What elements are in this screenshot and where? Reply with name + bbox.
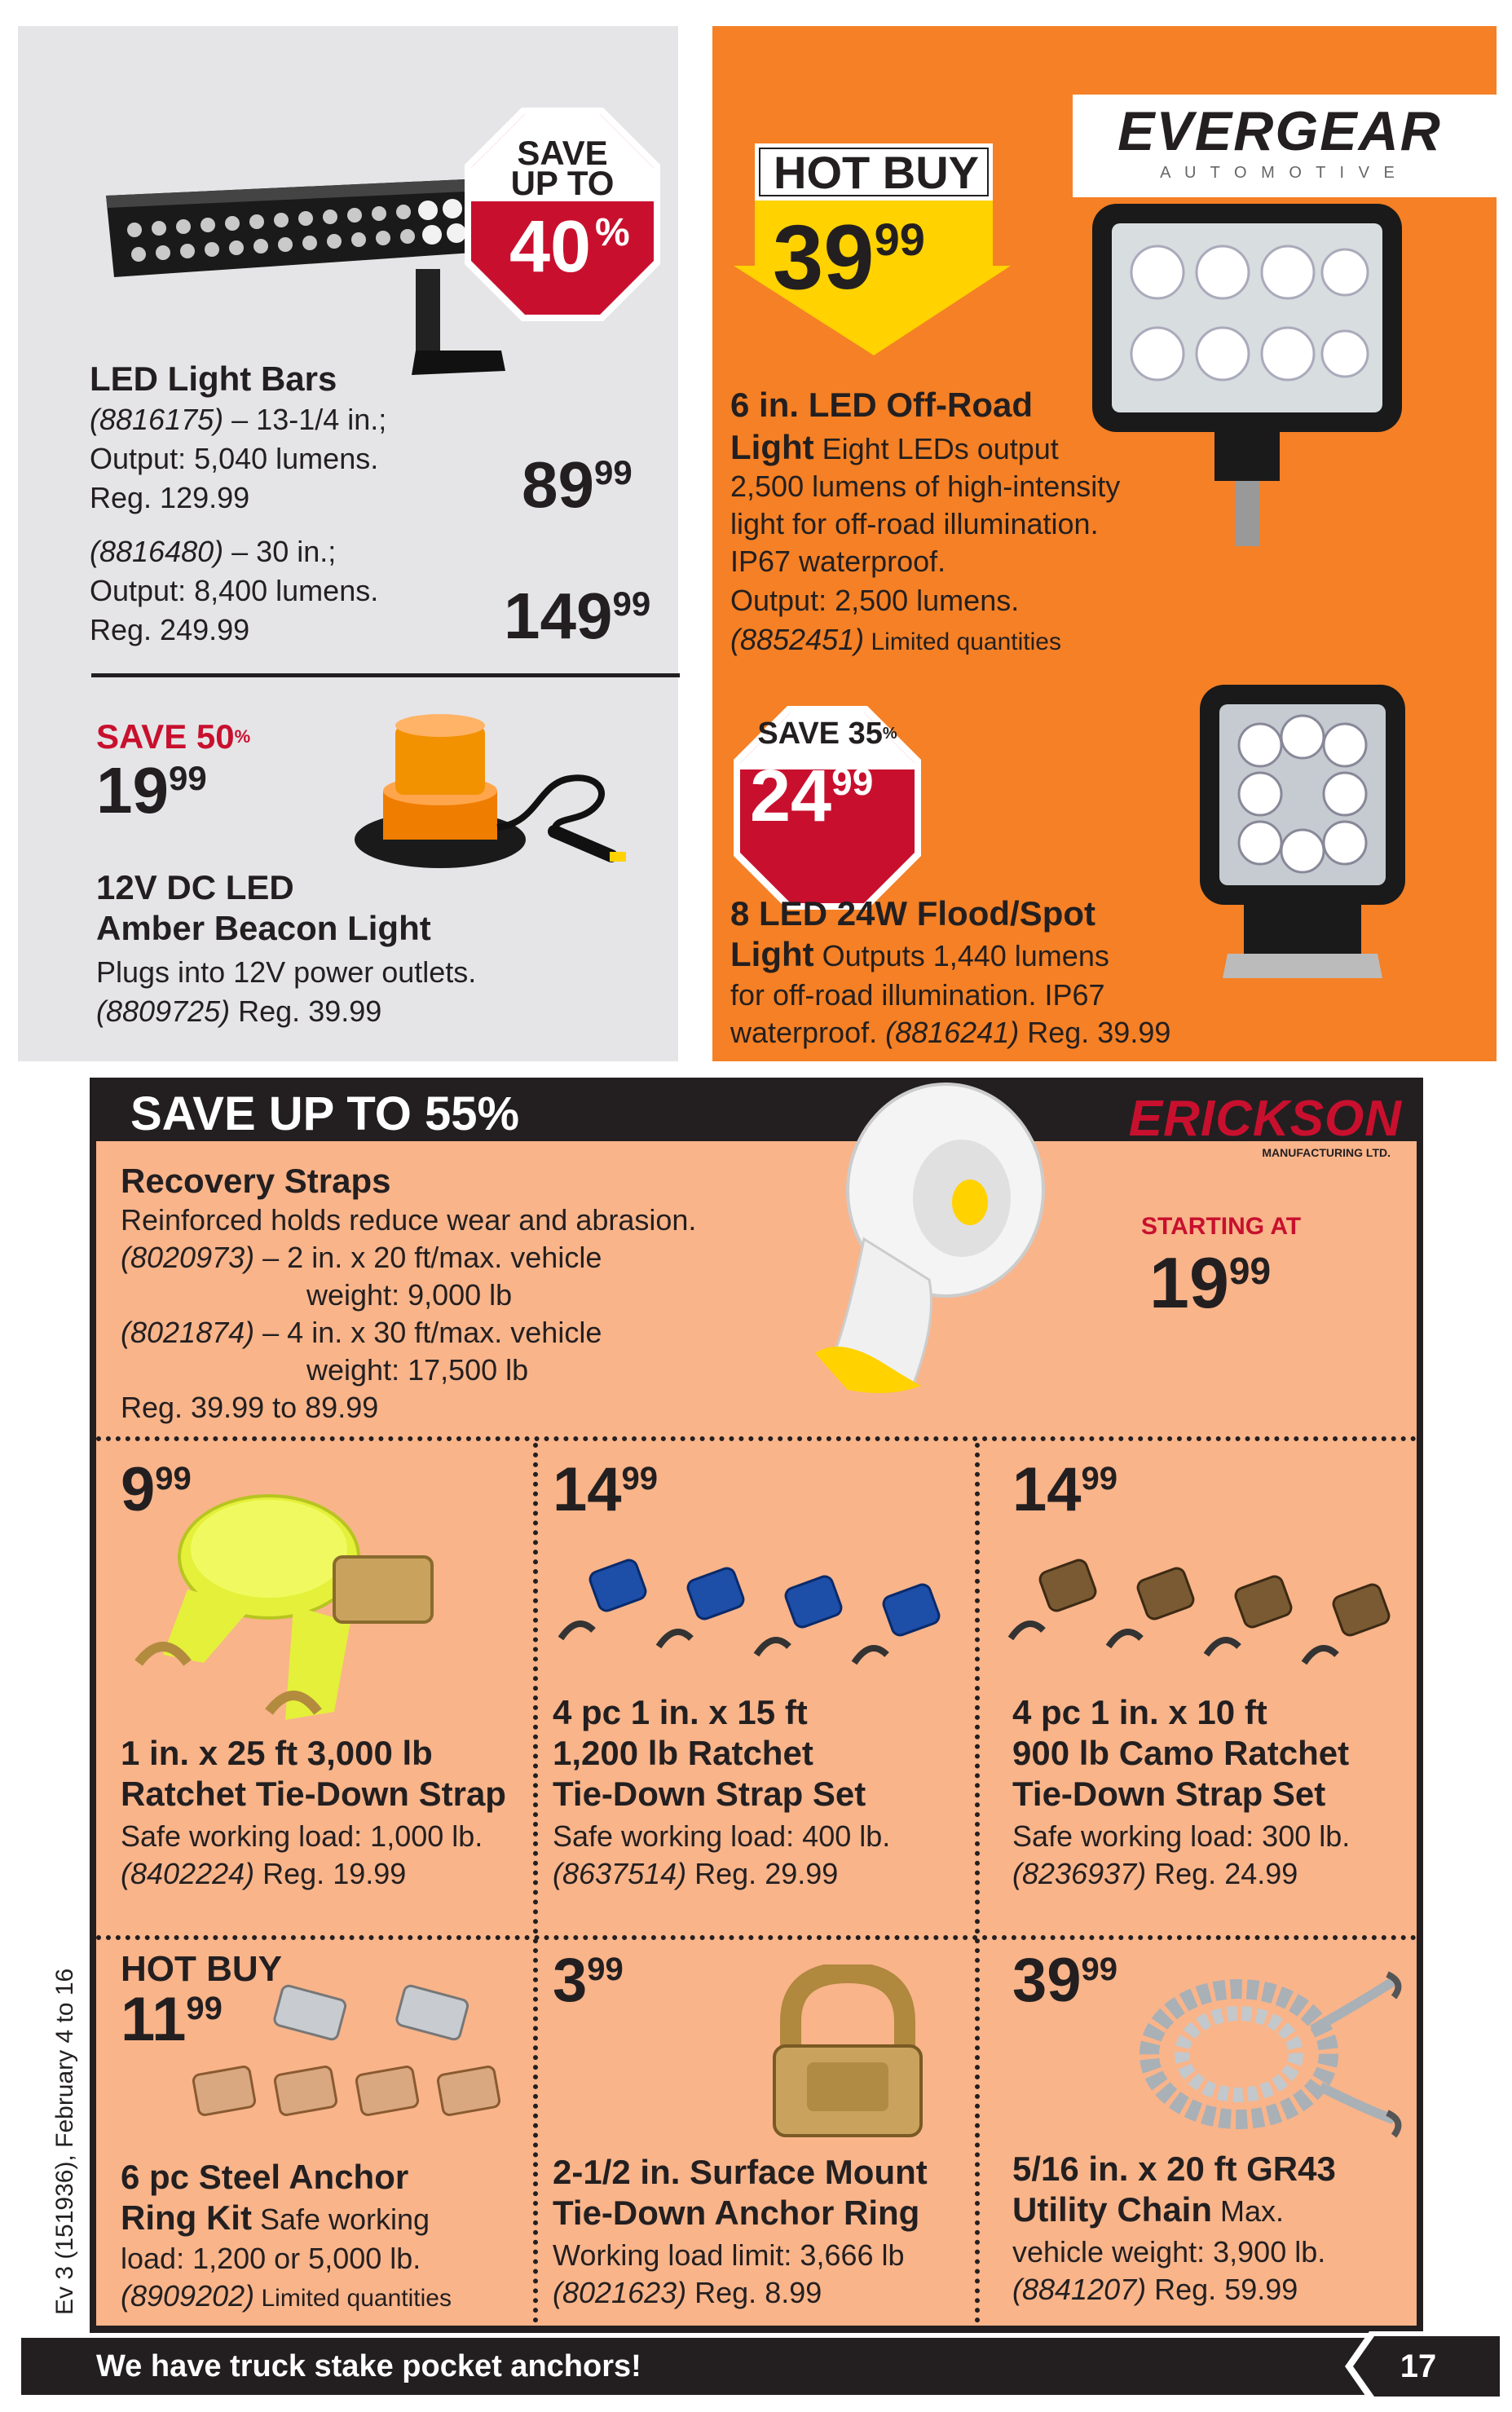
price-cents: 99 bbox=[168, 759, 207, 797]
offroad-title-line2 bbox=[730, 427, 1059, 470]
anchor-ring-reg: Reg. 8.99 bbox=[686, 2276, 822, 2309]
beacon-price bbox=[96, 754, 207, 827]
strap3-title-line3: Tie-Down Strap Set bbox=[1012, 1775, 1326, 1813]
anchor-ring-title-line1: 2-1/2 in. Surface Mount bbox=[553, 2153, 928, 2191]
recovery-desc: Reinforced holds reduce wear and abrasion. bbox=[121, 1203, 697, 1237]
beacon-desc: Plugs into 12V power outlets. bbox=[96, 955, 477, 989]
price-dollars: 3 bbox=[553, 1946, 588, 2015]
grid-divider-left bbox=[533, 1443, 538, 2323]
flood-save-unit: % bbox=[882, 725, 897, 743]
strap3-title-line1: 4 pc 1 in. x 10 ft bbox=[1012, 1693, 1267, 1731]
recovery-strap-image bbox=[799, 1076, 1060, 1402]
led-bars-v2-reg: Reg. 249.99 bbox=[90, 613, 250, 646]
beacon-save-text: SAVE 50 bbox=[96, 717, 235, 756]
offroad-desc-line1: Eight LEDs output bbox=[813, 432, 1059, 465]
price-cents: 99 bbox=[1228, 1250, 1272, 1292]
led-bars-v2-sku: (8816480) bbox=[90, 535, 224, 568]
price-cents: 99 bbox=[155, 1461, 192, 1497]
strap3-desc: Safe working load: 300 lb. bbox=[1012, 1819, 1351, 1853]
led-bars-v1-reg: Reg. 129.99 bbox=[90, 481, 250, 514]
grid-divider-top bbox=[96, 1436, 1417, 1441]
anchor-kit-title-line1: 6 pc Steel Anchor bbox=[121, 2158, 409, 2196]
strap3-title-line2: 900 lb Camo Ratchet bbox=[1012, 1734, 1350, 1772]
strap1-sku: (8402224) bbox=[121, 1857, 255, 1890]
strap2-price bbox=[553, 1455, 659, 1524]
led-bars-v1-sku: (8816175) bbox=[90, 403, 224, 436]
strap3-sku-reg bbox=[1012, 1855, 1298, 1892]
ratchet-strap-image bbox=[130, 1467, 489, 1728]
flood-title-line1: 8 LED 24W Flood/Spot bbox=[730, 894, 1095, 933]
price-cents: 99 bbox=[612, 584, 651, 623]
anchor-ring-sku: (8021623) bbox=[553, 2276, 687, 2309]
offroad-title-light: Light bbox=[730, 428, 814, 466]
flood-title-line2 bbox=[730, 934, 1109, 977]
chain-sku: (8841207) bbox=[1012, 2273, 1147, 2306]
strap1-sku-reg bbox=[121, 1855, 406, 1892]
anchor-ring-sku-reg bbox=[553, 2274, 822, 2311]
offroad-desc-line3: light for off-road illumination. bbox=[730, 507, 1099, 540]
strap1-reg: Reg. 19.99 bbox=[254, 1857, 407, 1890]
flood-desc-line3 bbox=[730, 1014, 1170, 1051]
strap2-title-line3: Tie-Down Strap Set bbox=[553, 1775, 866, 1813]
price-dollars: 89 bbox=[522, 448, 594, 521]
led-bars-variant2 bbox=[90, 533, 336, 570]
led-divider bbox=[91, 673, 680, 677]
offroad-limited: Limited quantities bbox=[864, 628, 1061, 655]
beacon-sku: (8809725) bbox=[96, 994, 231, 1028]
chain-desc-line1: Max. bbox=[1212, 2194, 1285, 2228]
price-dollars: 24 bbox=[750, 756, 832, 837]
anchor-ring-desc: Working load limit: 3,666 lb bbox=[553, 2238, 905, 2272]
recovery-v2-line1: – 4 in. x 30 ft/max. vehicle bbox=[254, 1316, 602, 1349]
recovery-v1-line1: – 2 in. x 20 ft/max. vehicle bbox=[254, 1241, 602, 1274]
anchor-kit-hot-buy: HOT BUY bbox=[121, 1949, 282, 1989]
recovery-v2 bbox=[121, 1314, 602, 1351]
flood-light-image bbox=[1195, 680, 1410, 981]
strap2-title-line2: 1,200 lb Ratchet bbox=[553, 1734, 813, 1772]
surface-anchor-ring-image bbox=[758, 1964, 937, 2144]
recovery-starting-at: STARTING AT bbox=[1141, 1213, 1302, 1240]
led-bars-v1-price bbox=[522, 448, 633, 521]
price-dollars: 39 bbox=[773, 206, 875, 308]
price-cents: 99 bbox=[587, 1951, 624, 1987]
chain-sku-reg bbox=[1012, 2271, 1298, 2308]
erickson-logo-sub: MANUFACTURING LTD. bbox=[1262, 1146, 1391, 1159]
anchor-kit-sku-line bbox=[121, 2278, 452, 2317]
side-edition-text: Ev 3 (151936), February 4 to 16 bbox=[51, 1968, 78, 2315]
anchor-kit-desc-line2: load: 1,200 or 5,000 lb. bbox=[121, 2242, 421, 2275]
anchor-kit-title-line2 bbox=[121, 2198, 430, 2240]
anchor-ring-kit-image bbox=[187, 1981, 514, 2144]
offroad-hot-buy: HOT BUY bbox=[774, 147, 979, 198]
offroad-sku: (8852451) bbox=[730, 623, 865, 656]
recovery-v2-sku: (8021874) bbox=[121, 1316, 255, 1349]
grid-divider-middle bbox=[96, 1935, 1417, 1940]
save-badge-line2: UP TO bbox=[510, 164, 615, 202]
recovery-v1-sku: (8020973) bbox=[121, 1241, 255, 1274]
led-bars-v2-price bbox=[504, 580, 651, 652]
chain-title-line1: 5/16 in. x 20 ft GR43 bbox=[1012, 2150, 1336, 2188]
recovery-v1 bbox=[121, 1239, 602, 1276]
strap1-desc: Safe working load: 1,000 lb. bbox=[121, 1819, 483, 1853]
anchor-kit-title-ring: Ring Kit bbox=[121, 2198, 252, 2237]
evergear-logo: EVERGEAR bbox=[1117, 100, 1442, 162]
anchor-kit-sku: (8909202) bbox=[121, 2279, 255, 2313]
recovery-v2-line2: weight: 17,500 lb bbox=[306, 1353, 529, 1387]
beacon-sku-reg bbox=[96, 993, 381, 1030]
blue-ratchet-set-image bbox=[544, 1541, 960, 1687]
flood-save-text: SAVE 35 bbox=[757, 717, 883, 751]
offroad-sku-line bbox=[730, 621, 1061, 660]
strap2-desc: Safe working load: 400 lb. bbox=[553, 1819, 891, 1853]
offroad-title-line1: 6 in. LED Off-Road bbox=[730, 386, 1033, 424]
recovery-title: Recovery Straps bbox=[121, 1162, 391, 1200]
anchor-kit-desc-line1: Safe working bbox=[251, 2203, 430, 2236]
evergear-sub: A U T O M O T I V E bbox=[1160, 164, 1400, 182]
grid-divider-right bbox=[975, 1443, 980, 2323]
recovery-header: SAVE UP TO 55% bbox=[130, 1087, 520, 1140]
chain-price bbox=[1012, 1946, 1118, 2015]
save-badge-line1: SAVE bbox=[517, 134, 608, 172]
flood-desc-text: waterproof. bbox=[730, 1016, 886, 1049]
beacon-reg: Reg. 39.99 bbox=[230, 994, 382, 1028]
offroad-desc-line2: 2,500 lumens of high-intensity bbox=[730, 470, 1121, 503]
flood-reg: Reg. 39.99 bbox=[1019, 1016, 1171, 1049]
strap2-sku-reg bbox=[553, 1855, 838, 1892]
recovery-price bbox=[1149, 1242, 1272, 1323]
price-cents: 99 bbox=[1081, 1951, 1118, 1987]
beacon-title-line1: 12V DC LED bbox=[96, 868, 294, 906]
flood-desc-line1: Outputs 1,440 lumens bbox=[813, 939, 1109, 972]
save-badge-value: 40 bbox=[509, 206, 592, 288]
price-dollars: 14 bbox=[1012, 1455, 1082, 1524]
led-bars-variant1 bbox=[90, 401, 386, 438]
offroad-price bbox=[773, 206, 925, 308]
led-bars-title: LED Light Bars bbox=[90, 359, 337, 398]
strap3-reg: Reg. 24.99 bbox=[1146, 1857, 1298, 1890]
flood-save bbox=[742, 717, 913, 750]
led-bars-v2-output: Output: 8,400 lumens. bbox=[90, 574, 379, 607]
recovery-v1-line2: weight: 9,000 lb bbox=[306, 1278, 513, 1312]
footer-banner-text: We have truck stake pocket anchors! bbox=[96, 2349, 641, 2383]
erickson-logo bbox=[1060, 1092, 1402, 1190]
strap3-sku: (8236937) bbox=[1012, 1857, 1147, 1890]
strap1-title-line1: 1 in. x 25 ft 3,000 lb bbox=[121, 1734, 433, 1772]
flood-sku: (8816241) bbox=[885, 1016, 1020, 1049]
price-dollars: 14 bbox=[553, 1455, 622, 1524]
beacon-save-unit: % bbox=[234, 726, 251, 747]
strap2-sku: (8637514) bbox=[553, 1857, 687, 1890]
strap3-price bbox=[1012, 1455, 1118, 1524]
price-cents: 99 bbox=[593, 453, 633, 492]
price-cents: 99 bbox=[1081, 1461, 1118, 1497]
erickson-logo-text: ERICKSON bbox=[1128, 1091, 1402, 1147]
chain-title-line2 bbox=[1012, 2189, 1284, 2232]
chain-desc-line2: vehicle weight: 3,900 lb. bbox=[1012, 2235, 1326, 2269]
beacon-title-line2: Amber Beacon Light bbox=[96, 909, 431, 947]
price-dollars: 11 bbox=[121, 1985, 187, 2054]
led-bars-v1-output: Output: 5,040 lumens. bbox=[90, 442, 379, 475]
page-number: 17 bbox=[1400, 2348, 1437, 2384]
price-cents: 99 bbox=[186, 1991, 223, 2026]
price-cents: 99 bbox=[621, 1461, 659, 1497]
chain-title-utility: Utility Chain bbox=[1012, 2190, 1213, 2229]
led-bars-v2-size: – 30 in.; bbox=[223, 535, 337, 568]
price-dollars: 19 bbox=[1149, 1242, 1229, 1323]
strap2-title-line1: 4 pc 1 in. x 15 ft bbox=[553, 1693, 808, 1731]
price-dollars: 19 bbox=[96, 754, 169, 827]
anchor-ring-price bbox=[553, 1946, 624, 2015]
price-dollars: 39 bbox=[1012, 1946, 1082, 2015]
offroad-output: Output: 2,500 lumens. bbox=[730, 584, 1020, 617]
chain-reg: Reg. 59.99 bbox=[1146, 2273, 1298, 2306]
recovery-reg: Reg. 39.99 to 89.99 bbox=[121, 1391, 379, 1424]
save-badge-unit: % bbox=[595, 211, 630, 254]
price-cents: 99 bbox=[874, 214, 925, 265]
utility-chain-image bbox=[1133, 1964, 1410, 2144]
strap2-reg: Reg. 29.99 bbox=[686, 1857, 839, 1890]
flood-desc-line2: for off-road illumination. IP67 bbox=[730, 978, 1105, 1012]
price-cents: 99 bbox=[831, 761, 874, 803]
price-dollars: 9 bbox=[121, 1455, 156, 1524]
flood-title-light: Light bbox=[730, 935, 814, 973]
flood-price bbox=[750, 756, 874, 837]
anchor-kit-limited: Limited quantities bbox=[254, 2285, 452, 2312]
led-bars-v1-size: – 13-1/4 in.; bbox=[223, 403, 387, 436]
beacon-save bbox=[96, 719, 250, 755]
amber-beacon-image bbox=[350, 693, 644, 897]
price-dollars: 149 bbox=[504, 580, 613, 652]
offroad-light-image bbox=[1084, 199, 1410, 549]
anchor-ring-title-line2: Tie-Down Anchor Ring bbox=[553, 2194, 920, 2232]
strap1-title-line2: Ratchet Tie-Down Strap bbox=[121, 1775, 506, 1813]
camo-ratchet-set-image bbox=[994, 1541, 1410, 1687]
offroad-desc-line4: IP67 waterproof. bbox=[730, 545, 946, 578]
